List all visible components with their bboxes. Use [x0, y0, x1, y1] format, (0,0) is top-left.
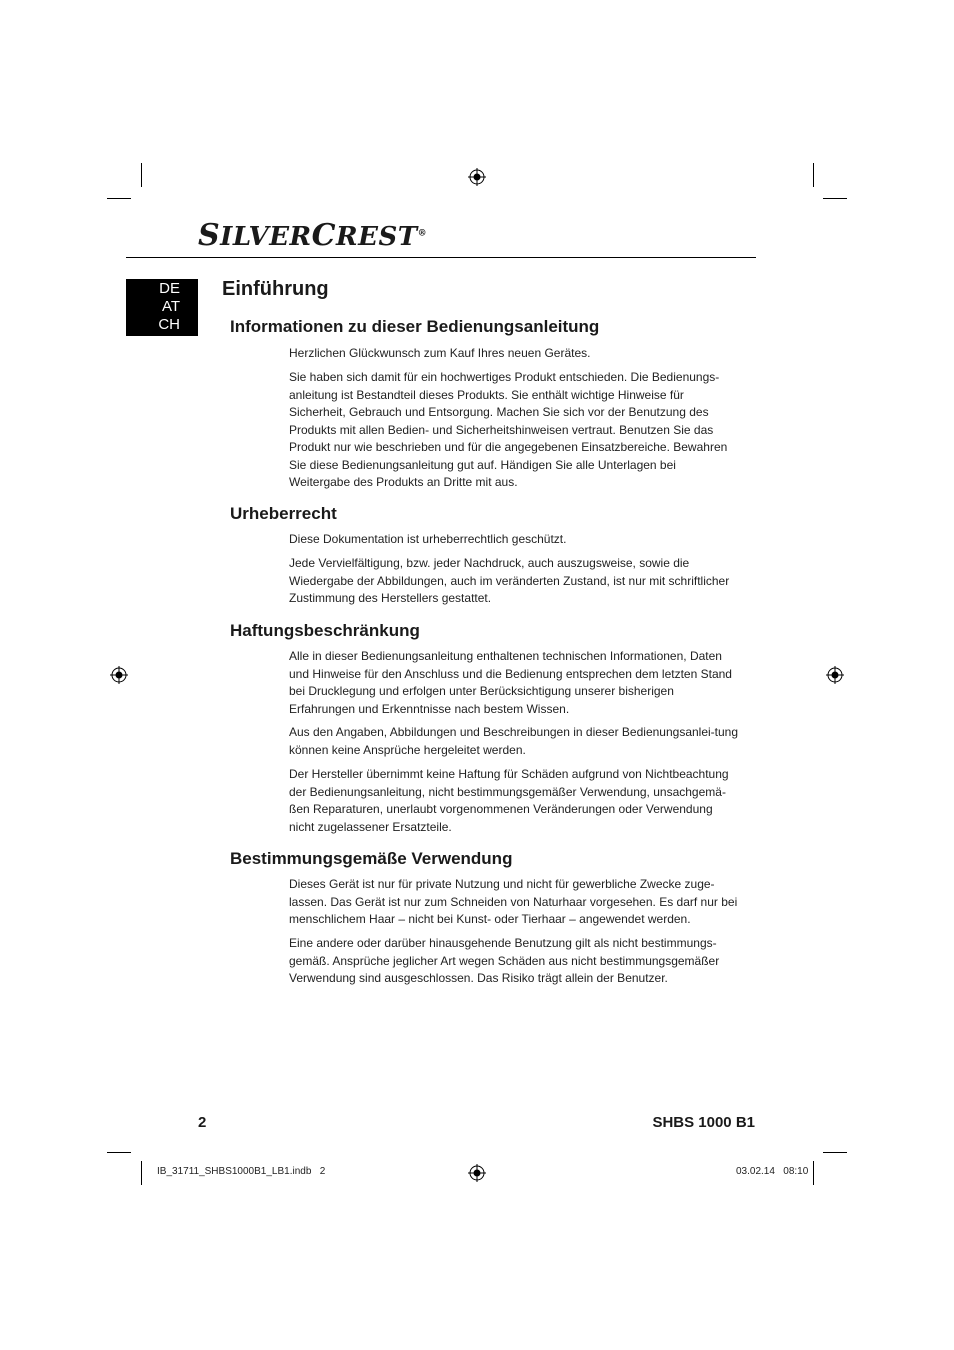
page-title: Einführung: [222, 278, 329, 300]
language-code: DE: [159, 280, 180, 297]
header-rule: [126, 257, 756, 258]
paragraph: Aus den Angaben, Abbildungen und Beschreibungen in dieser Bedienungsanlei-tung können keine Ansprüche hergeleitet werden.: [289, 725, 739, 757]
brand-logo-part: REST: [336, 222, 418, 252]
registration-mark-icon: [468, 168, 486, 186]
brand-logo-part: C: [311, 218, 337, 253]
section-heading: Urheberrecht: [230, 504, 337, 523]
crop-mark: [823, 198, 847, 199]
registration-mark-icon: [826, 666, 844, 684]
crop-mark: [813, 163, 814, 187]
paragraph: Eine andere oder darüber hinausgehende Benutzung gilt als nicht bestimmungs-gemäß. Ansprüche jeglicher Art wegen Schäden aus nicht bestimmungsgemäßer Verwendung sind ausgeschlossen. Das Risiko trägt allein der Benutzer.: [289, 936, 720, 985]
language-code: AT: [161, 298, 180, 315]
crop-mark: [141, 1161, 142, 1185]
paragraph: Jede Vervielfältigung, bzw. jeder Nachdruck, auch auszugsweise, sowie die Wiedergabe der Abbildungen, auch im veränderten Zustand, ist nur mit schriftlicher Zustimmung des Herstellers gestattet.: [289, 556, 730, 605]
brand-logo-part: ILVER: [220, 222, 312, 252]
paragraph: Sie haben sich damit für ein hochwertiges Produkt entschieden. Die Bedienungs-anleitung ist Bestandteil dieses Produkts. Sie enthält wichtige Hinweise für Sicherheit, Gebrauch und Entsorgung. Machen Sie sich vor der Benutzung des Produkts mit allen Bedien- und Sicherheitshinweisen vertraut. Benutzen Sie das Produkt nur wie beschrieben und für die angegebenen Einsatzbereiche. Bewahren Sie diese Bedienungsanleitung gut auf. Händigen Sie alle Unterlagen bei Weitergabe des Produkts an Dritte mit aus.: [289, 370, 728, 489]
model-number: SHBS 1000 B1: [652, 1114, 755, 1131]
crop-mark: [823, 1152, 847, 1153]
crop-mark: [107, 198, 131, 199]
section-heading: Informationen zu dieser Bedienungsanleitung: [230, 317, 600, 336]
language-tab: [126, 279, 198, 336]
registered-trademark: ®: [417, 228, 428, 239]
paragraph: Alle in dieser Bedienungsanleitung enthaltenen technischen Informationen, Daten und Hinweise für den Anschluss und die Bedienung entsprechen dem letzten Stand bei Drucklegung und erfolgen unter Berücksichtigung unserer bisherigen Erfahrungen und Erkenntnisse nach bestem Wissen.: [289, 649, 732, 716]
paragraph: Dieses Gerät ist nur für private Nutzung und nicht für gewerbliche Zwecke zuge-lassen. Das Gerät ist nur zum Schneiden von Naturhaar vorgesehen. Es darf nur bei menschlichem Haar – nicht bei Kunst- oder Tierhaar – angewendet werden.: [289, 877, 738, 926]
paragraph: Diese Dokumentation ist urheberrechtlich geschützt.: [289, 532, 567, 546]
crop-mark: [107, 1152, 131, 1153]
brand-logo: [198, 218, 427, 253]
language-code: CH: [158, 316, 180, 333]
print-slug-file: IB_31711_SHBS1000B1_LB1.indb 2: [157, 1166, 326, 1177]
brand-logo-part: S: [198, 218, 221, 253]
section-heading: Haftungsbeschränkung: [230, 621, 420, 640]
paragraph: Der Hersteller übernimmt keine Haftung für Schäden aufgrund von Nichtbeachtung der Bedienungsanleitung, nicht bestimmungsgemäßer Verwendung, unsachgemä-ßen Reparaturen, unerlaubt vorgenommenen Veränderungen oder Verwendung nicht zugelassener Ersatzteile.: [289, 767, 729, 834]
crop-mark: [141, 163, 142, 187]
print-slug-date: 03.02.14 08:10: [736, 1166, 809, 1177]
paragraph: Herzlichen Glückwunsch zum Kauf Ihres neuen Gerätes.: [289, 346, 591, 360]
section-heading: Bestimmungsgemäße Verwendung: [230, 849, 513, 868]
registration-mark-icon: [110, 666, 128, 684]
registration-mark-icon: [468, 1164, 486, 1182]
page-number: 2: [198, 1114, 207, 1131]
crop-mark: [813, 1161, 814, 1185]
